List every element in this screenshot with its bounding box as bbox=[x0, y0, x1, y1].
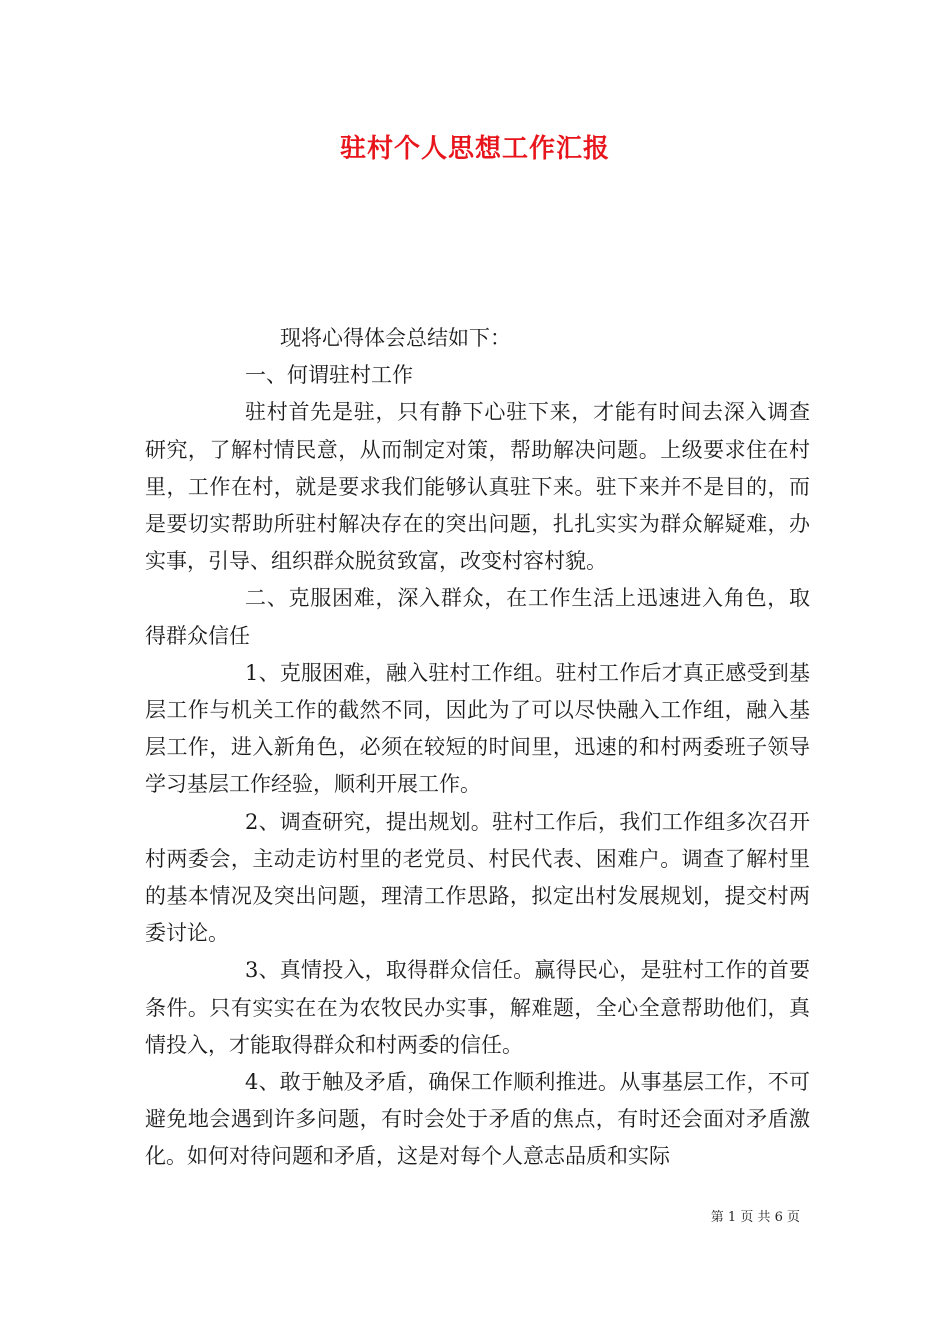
paragraph-body: 驻村首先是驻，只有静下心驻下来，才能有时间去深入调查研究，了解村情民意，从而制定对策，帮助解决问题。上级要求住在村里，工作在村，就是要求我们能够认真驻下来。驻下来并不是目的，而是要切实帮助所驻村解决存在的突出问题，扎扎实实为群众解疑难，办实事，引导、组织群众脱贫致富，改变村容村貌。 bbox=[145, 400, 810, 574]
paragraph-item-1: 1、克服困难，融入驻村工作组。驻村工作后才真正感受到基层工作与机关工作的截然不同，因此为了可以尽快融入工作组，融入基层工作，进入新角色，必须在较短的时间里，迅速的和村两委班子领导学习基层工作经验，顺利开展工作。 bbox=[145, 660, 810, 797]
paragraph-intro: 现将心得体会总结如下： bbox=[280, 326, 511, 350]
paragraph-item-3: 3、真情投入，取得群众信任。赢得民心，是驻村工作的首要条件。只有实实在在为农牧民办实事，解难题，全心全意帮助他们，真情投入，才能取得群众和村两委的信任。 bbox=[145, 958, 810, 1057]
document-body bbox=[145, 320, 810, 1176]
section-heading-2: 二、克服困难，深入群众，在工作生活上迅速进入角色，取得群众信任 bbox=[145, 586, 810, 648]
page-title: 驻村个人思想工作汇报 bbox=[339, 134, 610, 164]
section-heading-1: 一、何谓驻村工作 bbox=[245, 363, 413, 388]
paragraph-item-2: 2、调查研究，提出规划。驻村工作后，我们工作组多次召开村两委会，主动走访村里的老党员、村民代表、困难户。调查了解村里的基本情况及突出问题，理清工作思路，拟定出村发展规划，提交村两委讨论。 bbox=[145, 809, 810, 946]
page-number-footer: 第 1 页 共 6 页 bbox=[710, 1210, 800, 1225]
paragraph-item-4: 4、敢于触及矛盾，确保工作顺利推进。从事基层工作，不可避免地会遇到许多问题，有时会处于矛盾的焦点，有时还会面对矛盾激化。如何对待问题和矛盾，这是对每个人意志品质和实际 bbox=[145, 1070, 810, 1169]
